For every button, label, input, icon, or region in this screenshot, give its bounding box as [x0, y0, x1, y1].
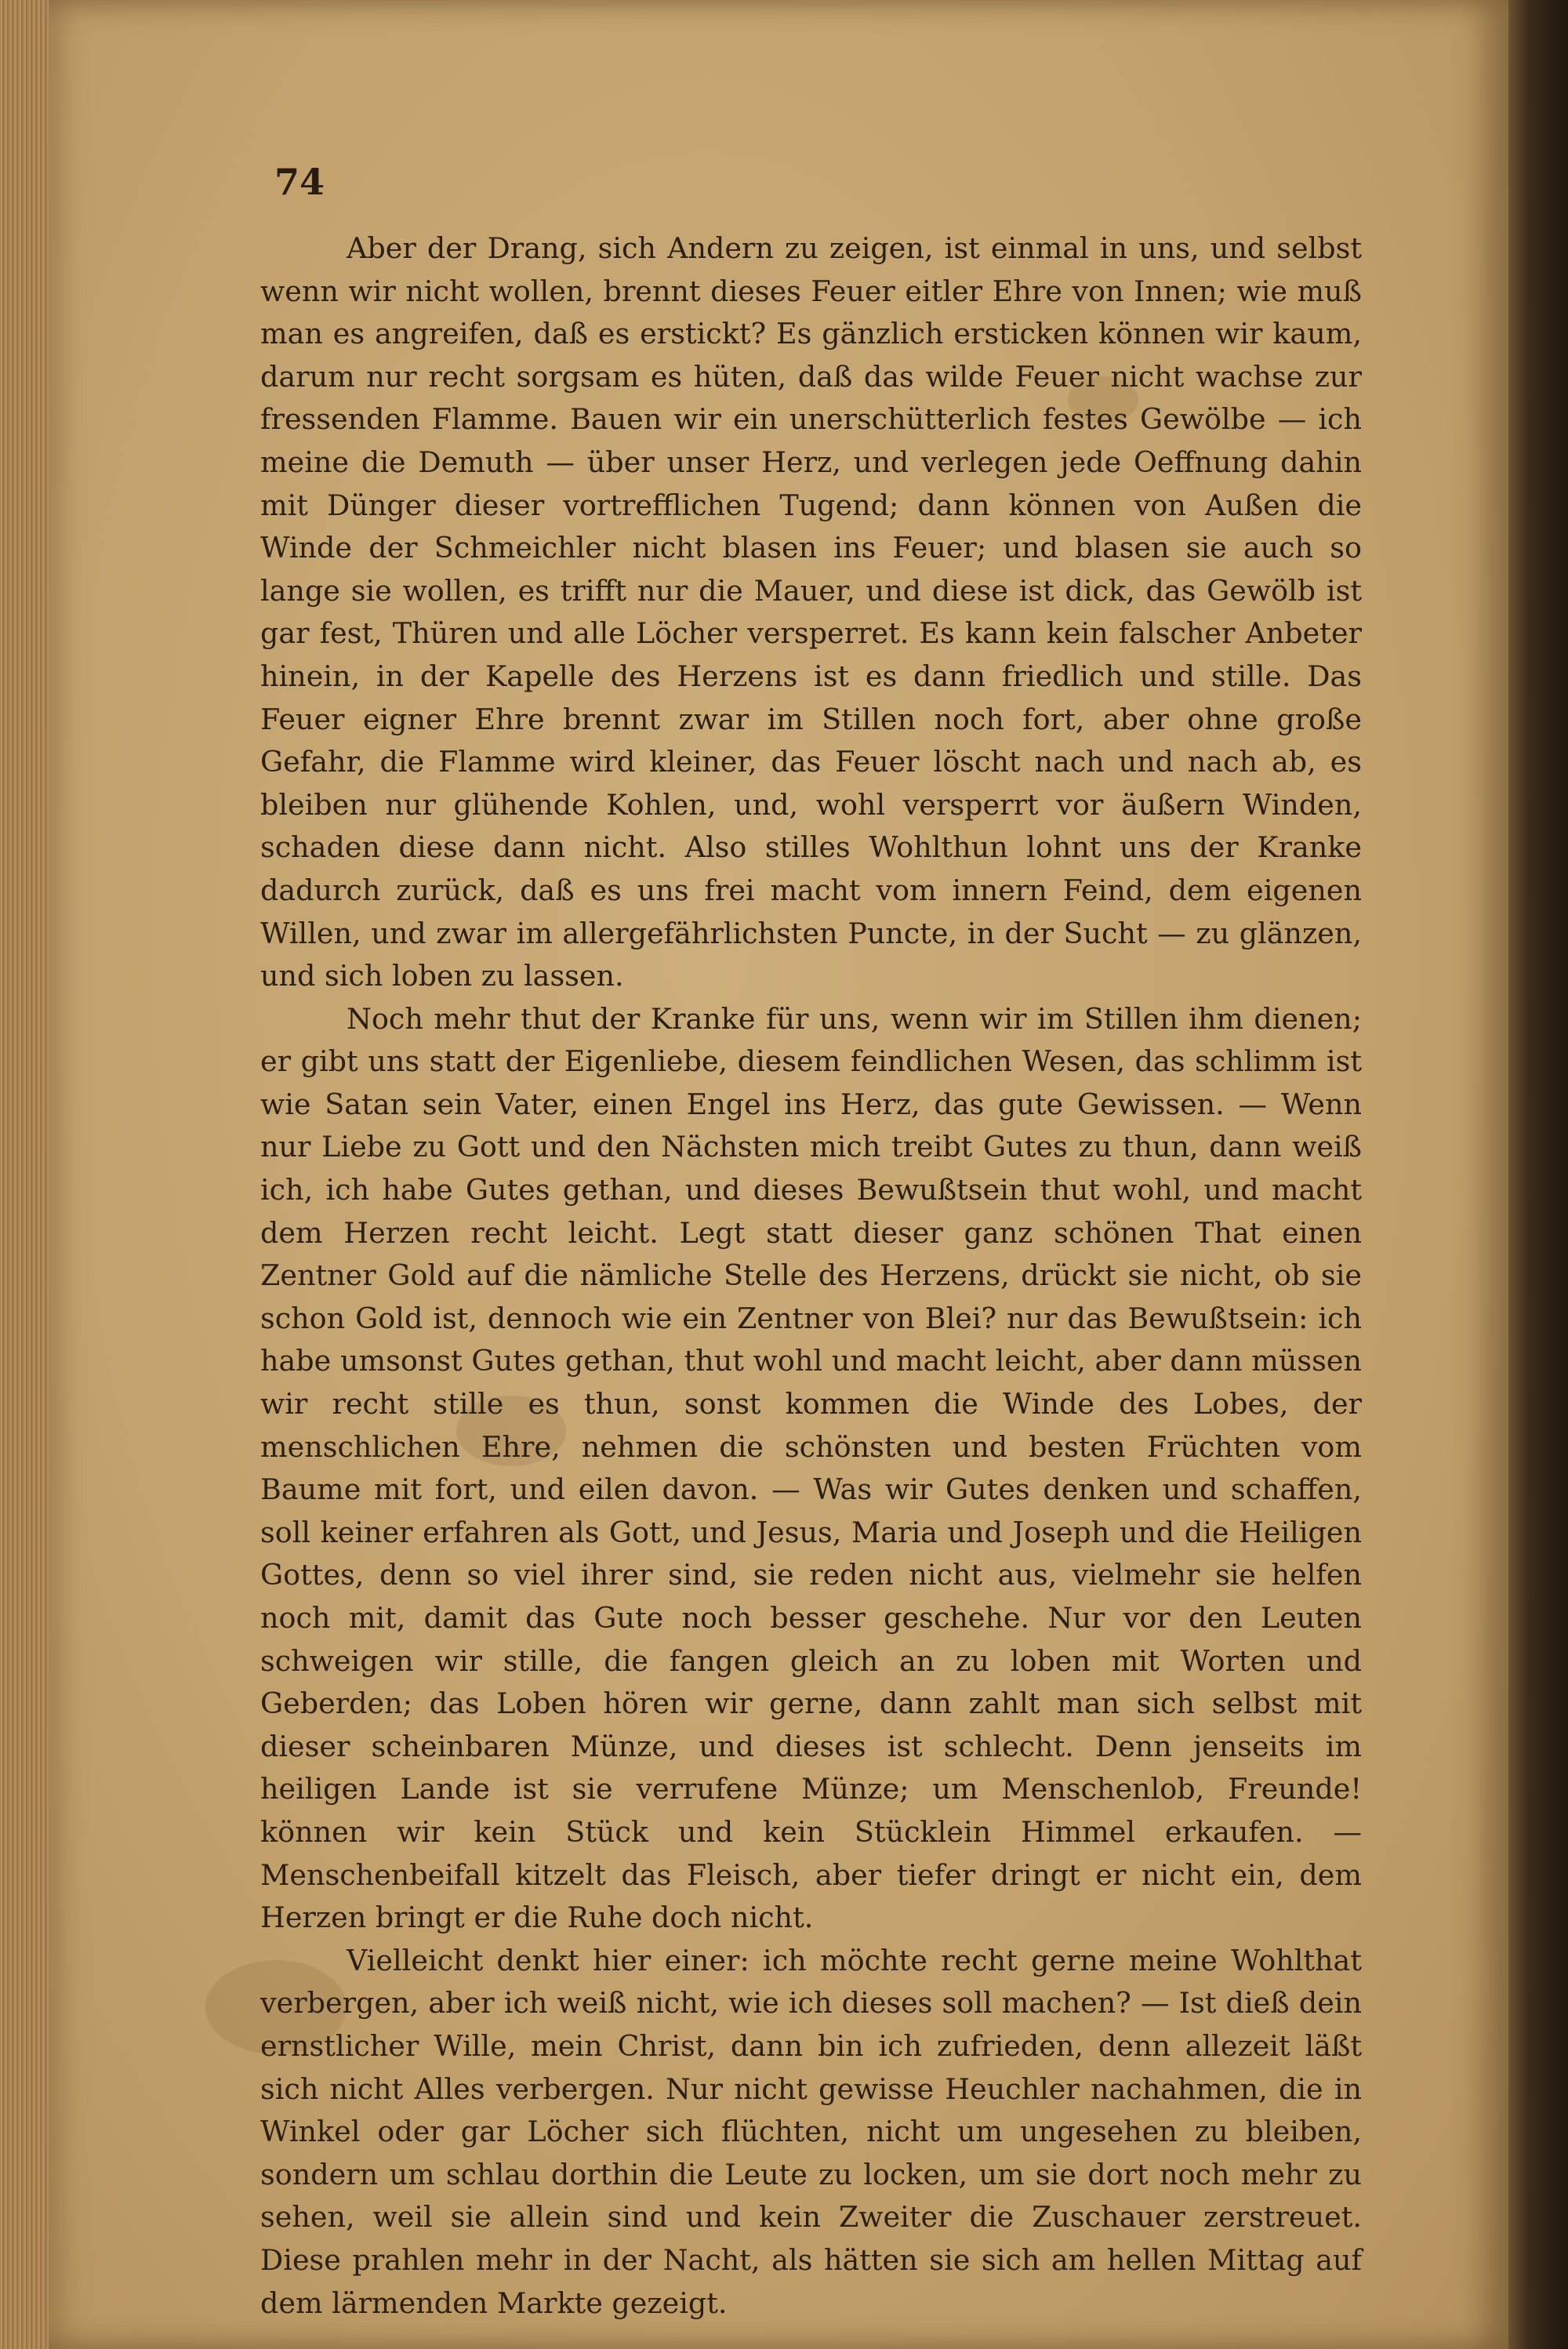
paragraph-3: Vielleicht denkt hier einer: ich möchte recht gerne meine Wohlthat verbergen, aber ich weiß nicht, wie ich dieses soll machen? — Ist dieß dein ernstlicher Wille, mein Christ, dann bin ich zufrieden, denn allezeit läßt sich nicht Alles verbergen. Nur nicht gewisse Heuchler nachahmen, die in Winkel oder gar Löcher sich flüchten, nicht um ungesehen zu bleiben, sondern um schlau dorthin die Leute zu locken, um sie dort noch mehr zu sehen, weil sie allein sind und kein Zweiter die Zuschauer zerstreuet. Diese prahlen mehr in der Nacht, als hätten sie sich am hellen Mittag auf dem lärmenden Markte gezeigt.: [260, 1943, 1362, 2320]
page-number: 74: [274, 161, 325, 203]
page-stack-edge: [0, 0, 49, 2349]
page-body: [260, 227, 1362, 2325]
paragraph-1: Aber der Drang, sich Andern zu zeigen, ist einmal in uns, und selbst wenn wir nicht wollen, brennt dieses Feuer eitler Ehre von Innen; wie muß man es angreifen, daß es erstickt? Es gänzlich ersticken können wir kaum, darum nur recht sorgsam es hüten, daß das wilde Feuer nicht wachse zur fressenden Flamme. Bauen wir ein unerschütterlich festes Gewölbe — ich meine die Demuth — über unser Herz, und verlegen jede Oeffnung dahin mit Dünger dieser vortrefflichen Tugend; dann können von Außen die Winde der Schmeichler nicht blasen ins Feuer; und blasen sie auch so lange sie wollen, es trifft nur die Mauer, und diese ist dick, das Gewölb ist gar fest, Thüren und alle Löcher versperret. Es kann kein falscher Anbeter hinein, in der Kapelle des Herzens ist es dann friedlich und stille. Das Feuer eigner Ehre brennt zwar im Stillen noch fort, aber ohne große Gefahr, die Flamme wird kleiner, das Feuer löscht nach und nach ab, es bleiben nur glühende Kohlen, und, wohl versperrt vor äußern Winden, schaden diese dann nicht. Also stilles Wohlthun lohnt uns der Kranke dadurch zurück, daß es uns frei macht vom innern Feind, dem eigenen Willen, und zwar im allergefährlichsten Puncte, in der Sucht — zu glänzen, und sich loben zu lassen.: [260, 231, 1362, 993]
paragraph-2: Noch mehr thut der Kranke für uns, wenn wir im Stillen ihm dienen; er gibt uns statt der Eigenliebe, diesem feindlichen Wesen, das schlimm ist wie Satan sein Vater, einen Engel ins Herz, das gute Gewissen. — Wenn nur Liebe zu Gott und den Nächsten mich treibt Gutes zu thun, dann weiß ich, ich habe Gutes gethan, und dieses Bewußtsein thut wohl, und macht dem Herzen recht leicht. Legt statt dieser ganz schönen That einen Zentner Gold auf die nämliche Stelle des Herzens, drückt sie nicht, ob sie schon Gold ist, dennoch wie ein Zentner von Blei? nur das Bewußtsein: ich habe umsonst Gutes gethan, thut wohl und macht leicht, aber dann müssen wir recht stille es thun, sonst kommen die Winde des Lobes, der menschlichen Ehre, nehmen die schönsten und besten Früchten vom Baume mit fort, und eilen davon. — Was wir Gutes denken und schaffen, soll keiner erfahren als Gott, und Jesus, Maria und Joseph und die Heiligen Gottes, denn so viel ihrer sind, sie reden nicht aus, vielmehr sie helfen noch mit, damit das Gute noch besser geschehe. Nur vor den Leuten schweigen wir stille, die fangen gleich an zu loben mit Worten und Geberden; das Loben hören wir gerne, dann zahlt man sich selbst mit dieser scheinbaren Münze, und dieses ist schlecht. Denn jenseits im heiligen Lande ist sie verrufene Münze; um Menschenlob, Freunde! können wir kein Stück und kein Stücklein Himmel erkaufen. — Menschenbeifall kitzelt das Fleisch, aber tiefer dringt er nicht ein, dem Herzen bringt er die Ruhe doch nicht.: [260, 1001, 1362, 1935]
binding-gutter: [1508, 0, 1568, 2349]
